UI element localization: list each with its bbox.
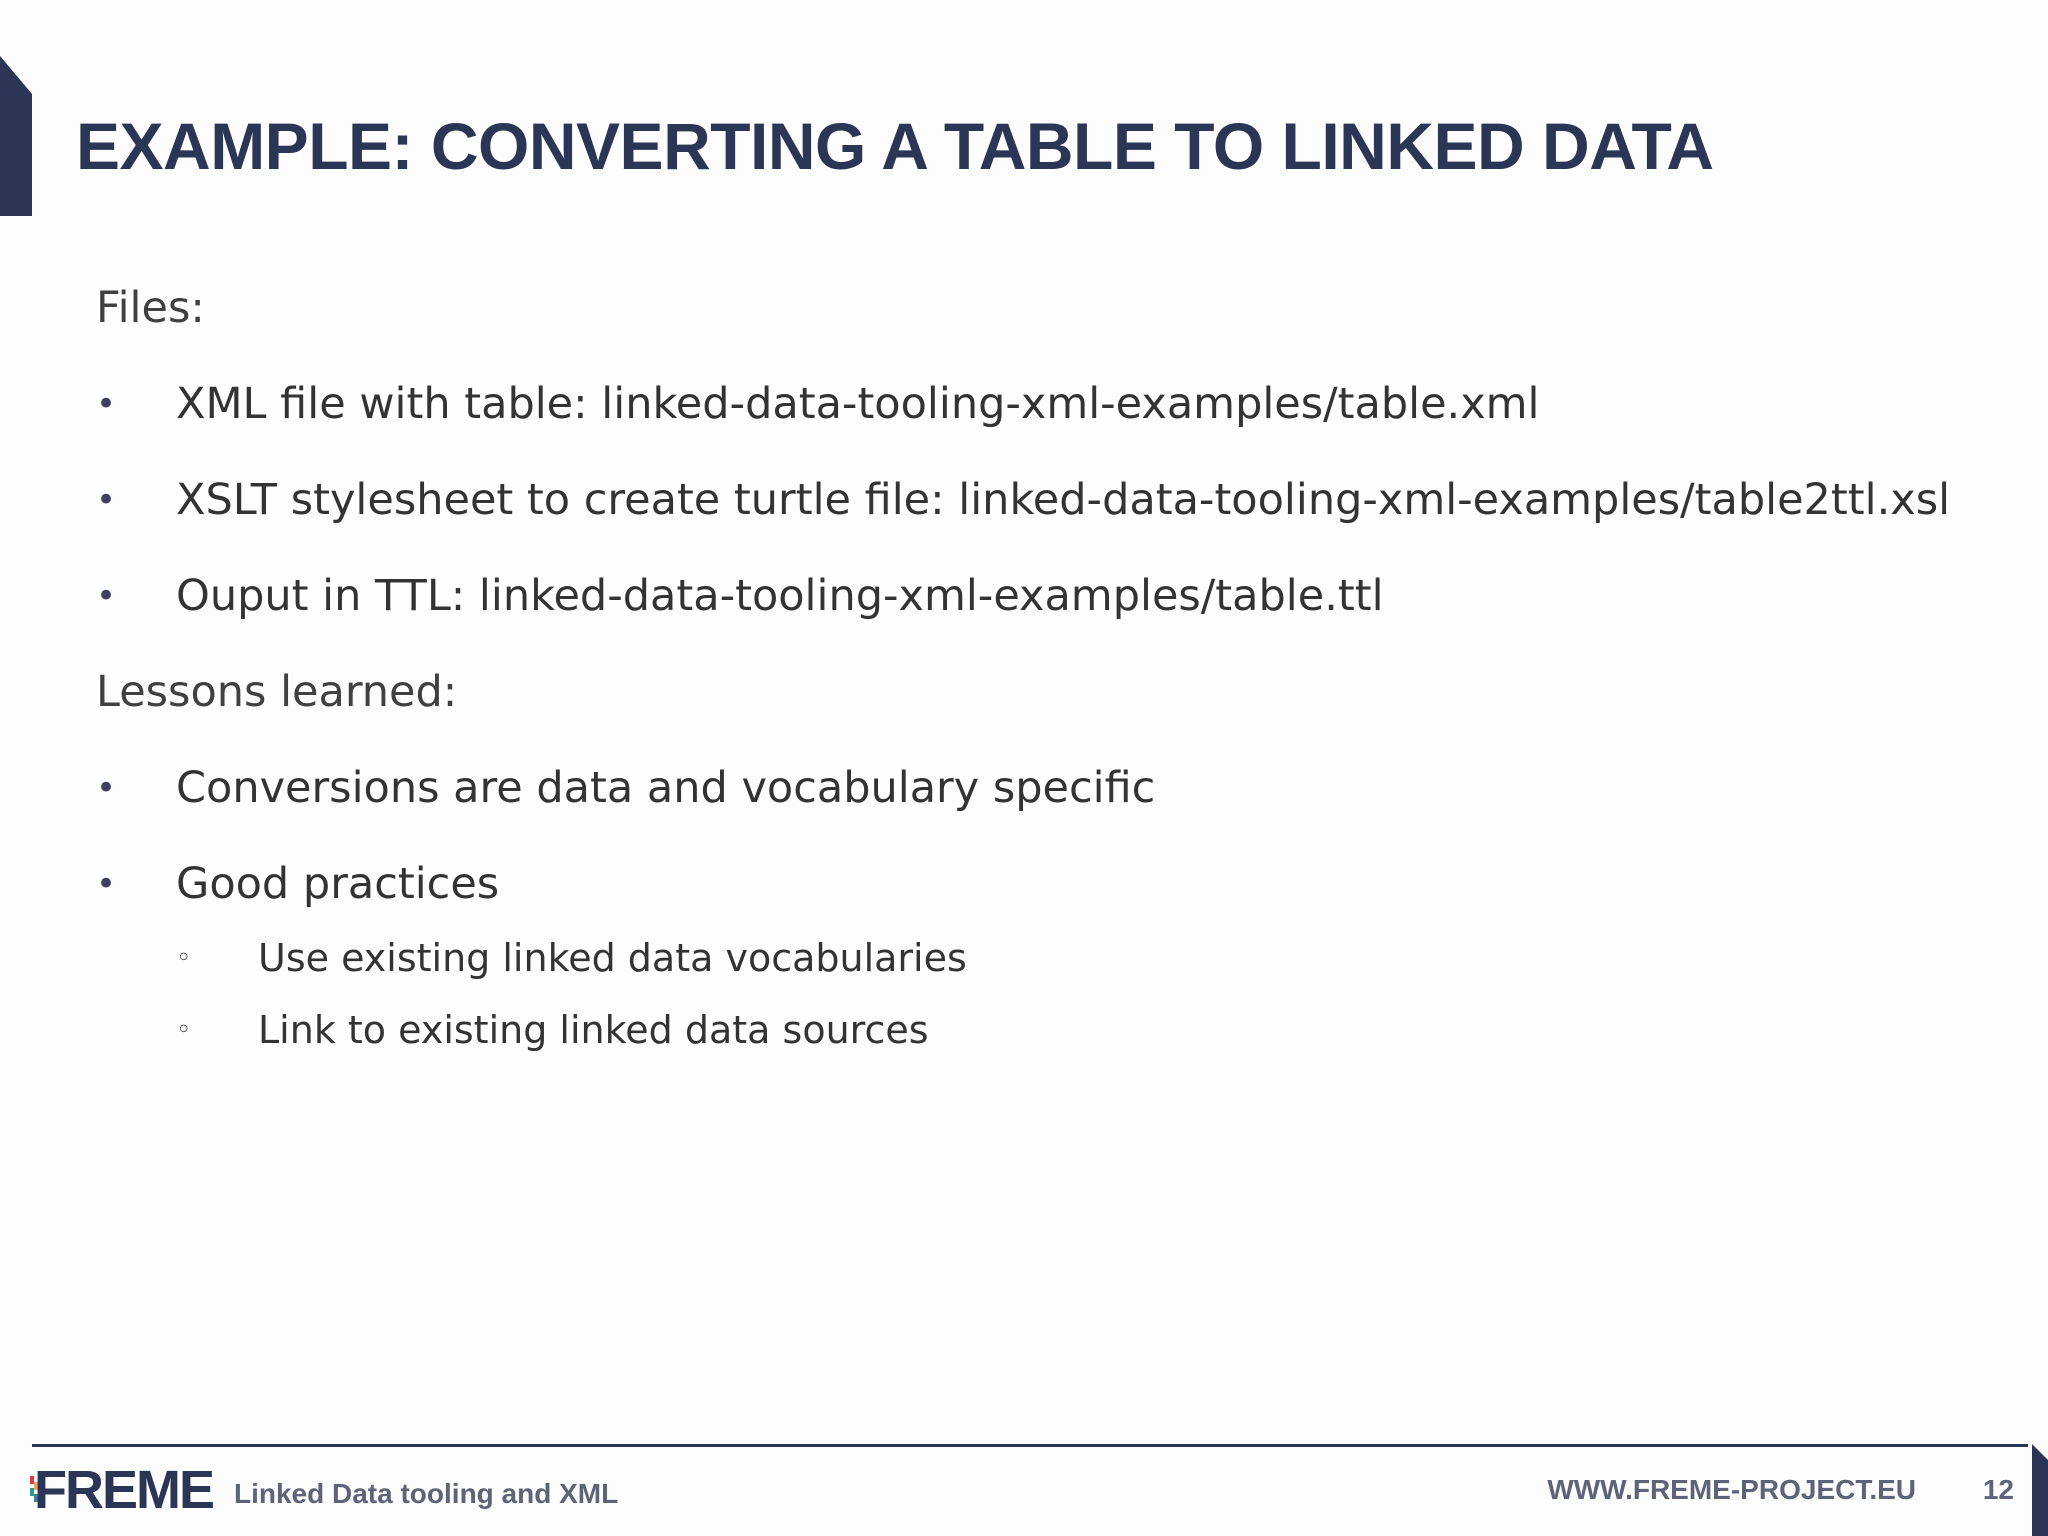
list-item [96, 852, 1996, 916]
list-item [96, 756, 1996, 820]
lessons-heading: Lessons learned: [96, 667, 458, 717]
hollow-bullet-icon: ◦ [176, 943, 192, 973]
files-heading: Files: [96, 283, 205, 333]
lessons-list [96, 756, 1996, 916]
bullet-icon: • [96, 864, 117, 904]
files-list [96, 372, 1996, 628]
footer-accent-tab [2032, 1444, 2048, 1536]
hollow-bullet-icon: ◦ [176, 1015, 192, 1045]
title-accent-bar [0, 0, 34, 220]
list-item-text: Conversions are data and vocabulary specific [176, 763, 1156, 813]
footer-divider [32, 1444, 2028, 1447]
slide-body [96, 276, 1996, 1074]
page-number: 12 [1982, 1474, 2014, 1505]
list-item [96, 372, 1996, 436]
list-item [96, 468, 1996, 532]
sub-list-item [96, 930, 1996, 986]
list-item-text: Good practices [176, 859, 500, 909]
footer-url-link[interactable]: WWW.FREME-PROJECT.EU [1547, 1474, 1916, 1505]
sub-list-item-text: Use existing linked data vocabularies [258, 936, 967, 980]
list-item-text: Ouput in TTL: linked-data-tooling-xml-examples/table.ttl [176, 571, 1384, 621]
list-item-text: XML file with table: linked-data-tooling-xml-examples/table.xml [176, 379, 1540, 429]
bullet-icon: • [96, 768, 117, 808]
logo-text: FREME [34, 1460, 213, 1520]
sub-list-item [96, 1002, 1996, 1058]
bullet-icon: • [96, 576, 117, 616]
list-item [96, 564, 1996, 628]
slide-title: EXAMPLE: CONVERTING A TABLE TO LINKED DATA [76, 109, 1714, 183]
sub-list-item-text: Link to existing linked data sources [258, 1008, 929, 1052]
list-item-text: XSLT stylesheet to create turtle file: linked-data-tooling-xml-examples/table2ttl.xsl [176, 475, 1951, 525]
footer-presentation-title: Linked Data tooling and XML [234, 1478, 619, 1509]
bullet-icon: • [96, 384, 117, 424]
freme-logo [30, 1462, 213, 1518]
bullet-icon: • [96, 480, 117, 520]
good-practices-sublist [96, 930, 1996, 1058]
